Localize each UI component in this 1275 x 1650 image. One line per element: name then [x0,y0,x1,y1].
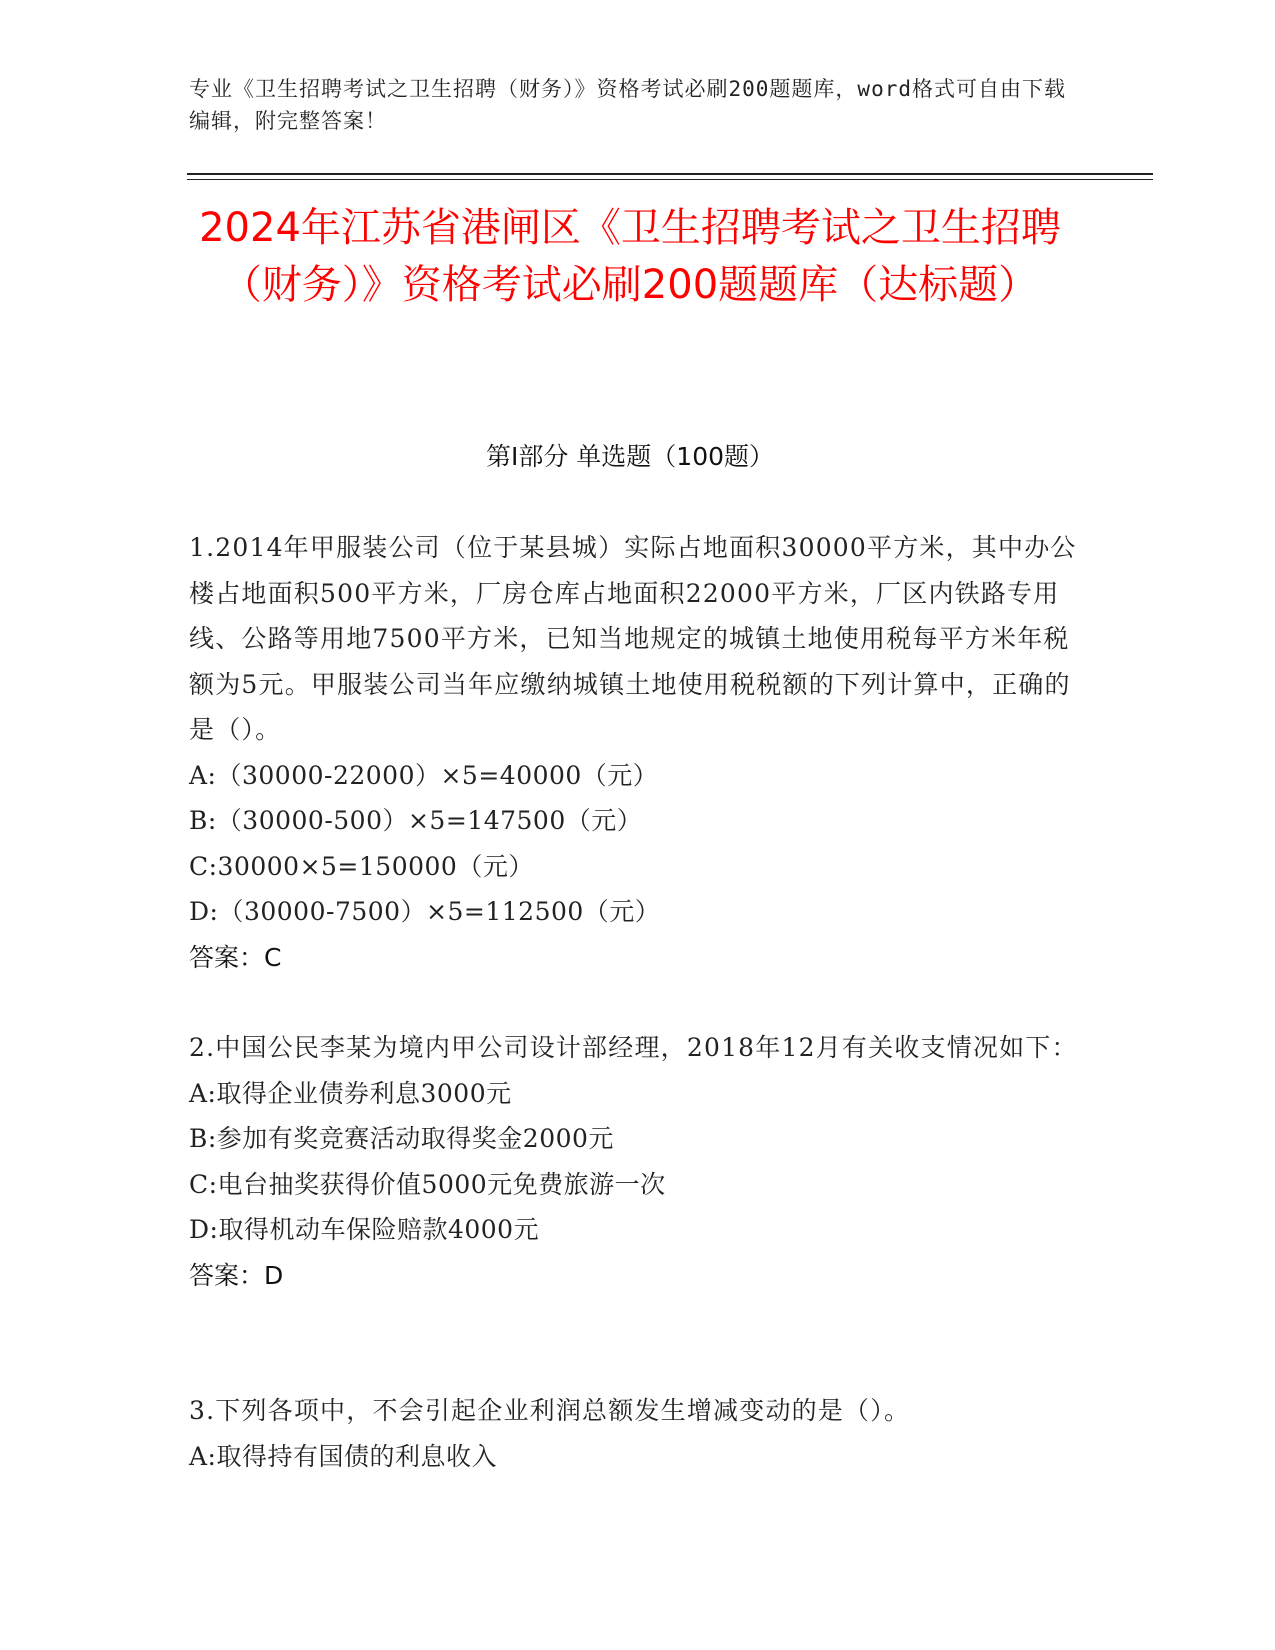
question-3-option-a: A:取得持有国债的利息收入 [189,1441,497,1471]
question-3 [189,1388,1079,1479]
document-title: 2024年江苏省港闸区《卫生招聘考试之卫生招聘（财务）》资格考试必刷200题题库（达标题） [199,205,1061,308]
question-1-option-a: A:（30000-22000）×5=40000（元） [189,760,659,790]
question-1-option-d: D:（30000-7500）×5=112500（元） [189,897,661,926]
question-2 [189,1025,1079,1298]
question-1-stem: 1.2014年甲服装公司（位于某县城）实际占地面积30000平方米，其中办公楼占地面积500平方米，厂房仓库占地面积22000平方米，厂区内铁路专用线、公路等用地7500平方米，已知当地规定的城镇土地使用税每平方米年税额为5元。甲服装公司当年应缴纳城镇土地使用税税额的下列计算中，正确的是（）。 [189,533,1077,744]
question-2-option-b: B:参加有奖竞赛活动取得奖金2000元 [189,1124,614,1153]
question-2-option-a: A:取得企业债券利息3000元 [189,1078,512,1108]
header-divider-thin [187,179,1153,180]
question-2-answer: 答案：D [189,1260,284,1290]
header-divider-thick [187,173,1153,175]
header-note: 专业《卫生招聘考试之卫生招聘（财务）》资格考试必刷200题题库，word格式可自由下载编辑，附完整答案！ [189,77,1066,133]
question-1 [189,525,1079,980]
section-heading: 第Ⅰ部分 单选题（100题） [485,442,775,471]
question-1-option-c: C:30000×5=150000（元） [189,851,534,881]
question-1-option-b: B:（30000-500）×5=147500（元） [189,806,643,835]
question-2-option-c: C:电台抽奖获得价值5000元免费旅游一次 [189,1169,666,1199]
question-1-answer: 答案：C [189,942,282,972]
question-3-stem: 3.下列各项中，不会引起企业利润总额发生增减变动的是（）。 [189,1396,911,1425]
question-2-option-d: D:取得机动车保险赔款4000元 [189,1215,540,1244]
question-2-stem: 2.中国公民李某为境内甲公司设计部经理，2018年12月有关收支情况如下： [189,1033,1078,1062]
